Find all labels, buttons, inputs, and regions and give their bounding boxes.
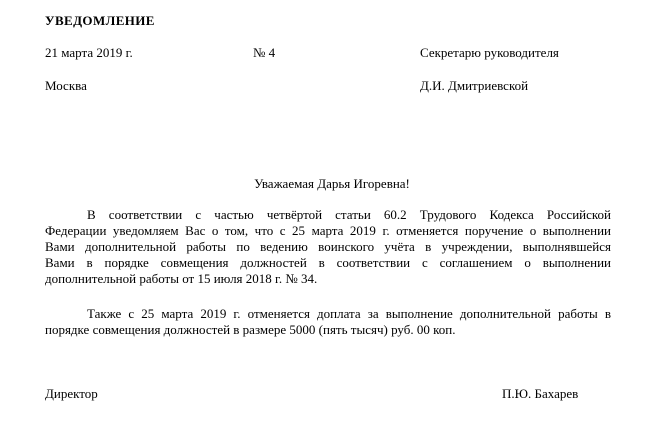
- greeting: Уважаемая Дарья Игоревна!: [254, 176, 410, 191]
- paragraph-1-line: дополнительной работы от 15 июля 2018 г. № 34.: [45, 271, 318, 286]
- signer-name: П.Ю. Бахарев: [502, 386, 579, 401]
- document-date: 21 марта 2019 г.: [45, 45, 133, 60]
- paragraph-1-line: Федерации уведомляем Вас о том, что с 25 марта 2019 г. отменяется поручение о выполнении: [45, 223, 611, 238]
- paragraph-1-line: В соответствии с частью четвёртой статьи 60.2 Трудового Кодекса Российской: [87, 207, 611, 222]
- document-number: № 4: [253, 45, 276, 60]
- paragraph-1: [45, 207, 611, 287]
- paragraph-1-line: Вами дополнительной работы по ведению воинского учёта в учреждении, выполнявшейся: [45, 239, 611, 254]
- paragraph-2-line: порядке совмещения должностей в размере 5000 (пять тысяч) руб. 00 коп.: [45, 322, 456, 337]
- recipient-name: Д.И. Дмитриевской: [420, 78, 529, 93]
- document-title: УВЕДОМЛЕНИЕ: [45, 13, 155, 28]
- document-city: Москва: [45, 78, 87, 93]
- recipient-position: Секретарю руководителя: [420, 45, 559, 60]
- paragraph-1-line: Вами в порядке совмещения должностей в соответствии с соглашением о выполнении: [45, 255, 611, 270]
- signer-position: Директор: [45, 386, 98, 401]
- paragraph-2: [45, 306, 611, 338]
- paragraph-2-line: Также с 25 марта 2019 г. отменяется доплата за выполнение дополнительной работы в: [87, 306, 611, 321]
